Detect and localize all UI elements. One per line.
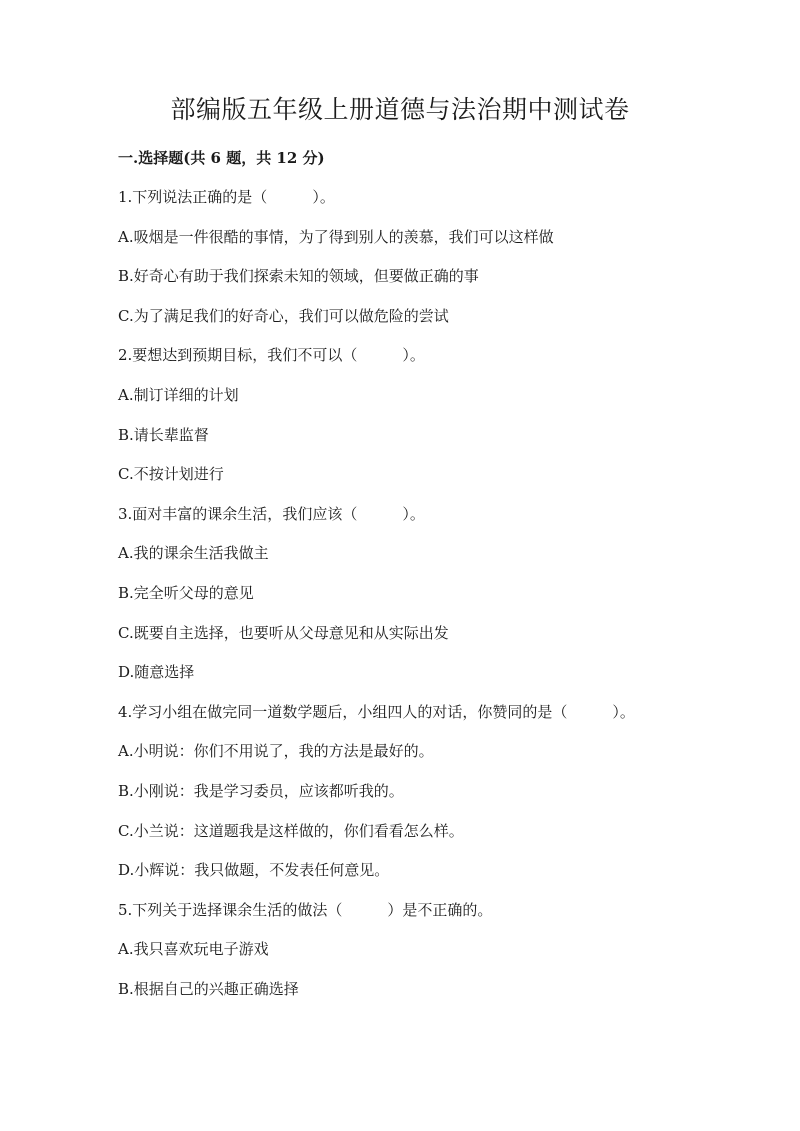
section-heading: 一.选择题(共 6 题，共 12 分) — [118, 149, 325, 167]
option-line: C.既要自主选择，也要听从父母意见和从实际出发 — [118, 623, 449, 642]
option-line: A.我只喜欢玩电子游戏 — [118, 940, 269, 959]
page-title: 部编版五年级上册道德与法治期中测试卷 — [170, 95, 630, 124]
option-line: B.好奇心有助于我们探索未知的领域，但要做正确的事 — [118, 267, 479, 286]
question-line: 2.要想达到预期目标，我们不可以（ ）。 — [118, 346, 425, 365]
option-line: A.我的课余生活我做主 — [118, 544, 269, 563]
option-line: D.小辉说：我只做题，不发表任何意见。 — [118, 861, 390, 880]
option-line: D.随意选择 — [118, 663, 195, 682]
option-line: B.请长辈监督 — [118, 425, 209, 444]
question-line: 5.下列关于选择课余生活的做法（ ）是不正确的。 — [118, 900, 493, 919]
option-line: C.小兰说：这道题我是这样做的，你们看看怎么样。 — [118, 821, 464, 840]
question-line: 4.学习小组在做完同一道数学题后，小组四人的对话，你赞同的是（ ）。 — [118, 702, 635, 721]
option-line: B.小刚说：我是学习委员，应该都听我的。 — [118, 781, 404, 800]
option-line: B.完全听父母的意见 — [118, 583, 254, 602]
option-line: A.制订详细的计划 — [118, 385, 239, 404]
option-line: C.为了满足我们的好奇心，我们可以做危险的尝试 — [118, 306, 449, 325]
option-line: B.根据自己的兴趣正确选择 — [118, 979, 299, 998]
question-line: 1.下列说法正确的是（ ）。 — [118, 188, 335, 206]
option-line: C.不按计划进行 — [118, 465, 224, 484]
question-line: 3.面对丰富的课余生活，我们应该（ ）。 — [118, 504, 425, 523]
option-line: A.吸烟是一件很酷的事情，为了得到别人的羡慕，我们可以这样做 — [118, 227, 554, 246]
option-line: A.小明说：你们不用说了，我的方法是最好的。 — [118, 742, 434, 761]
question-list — [118, 185, 758, 1016]
